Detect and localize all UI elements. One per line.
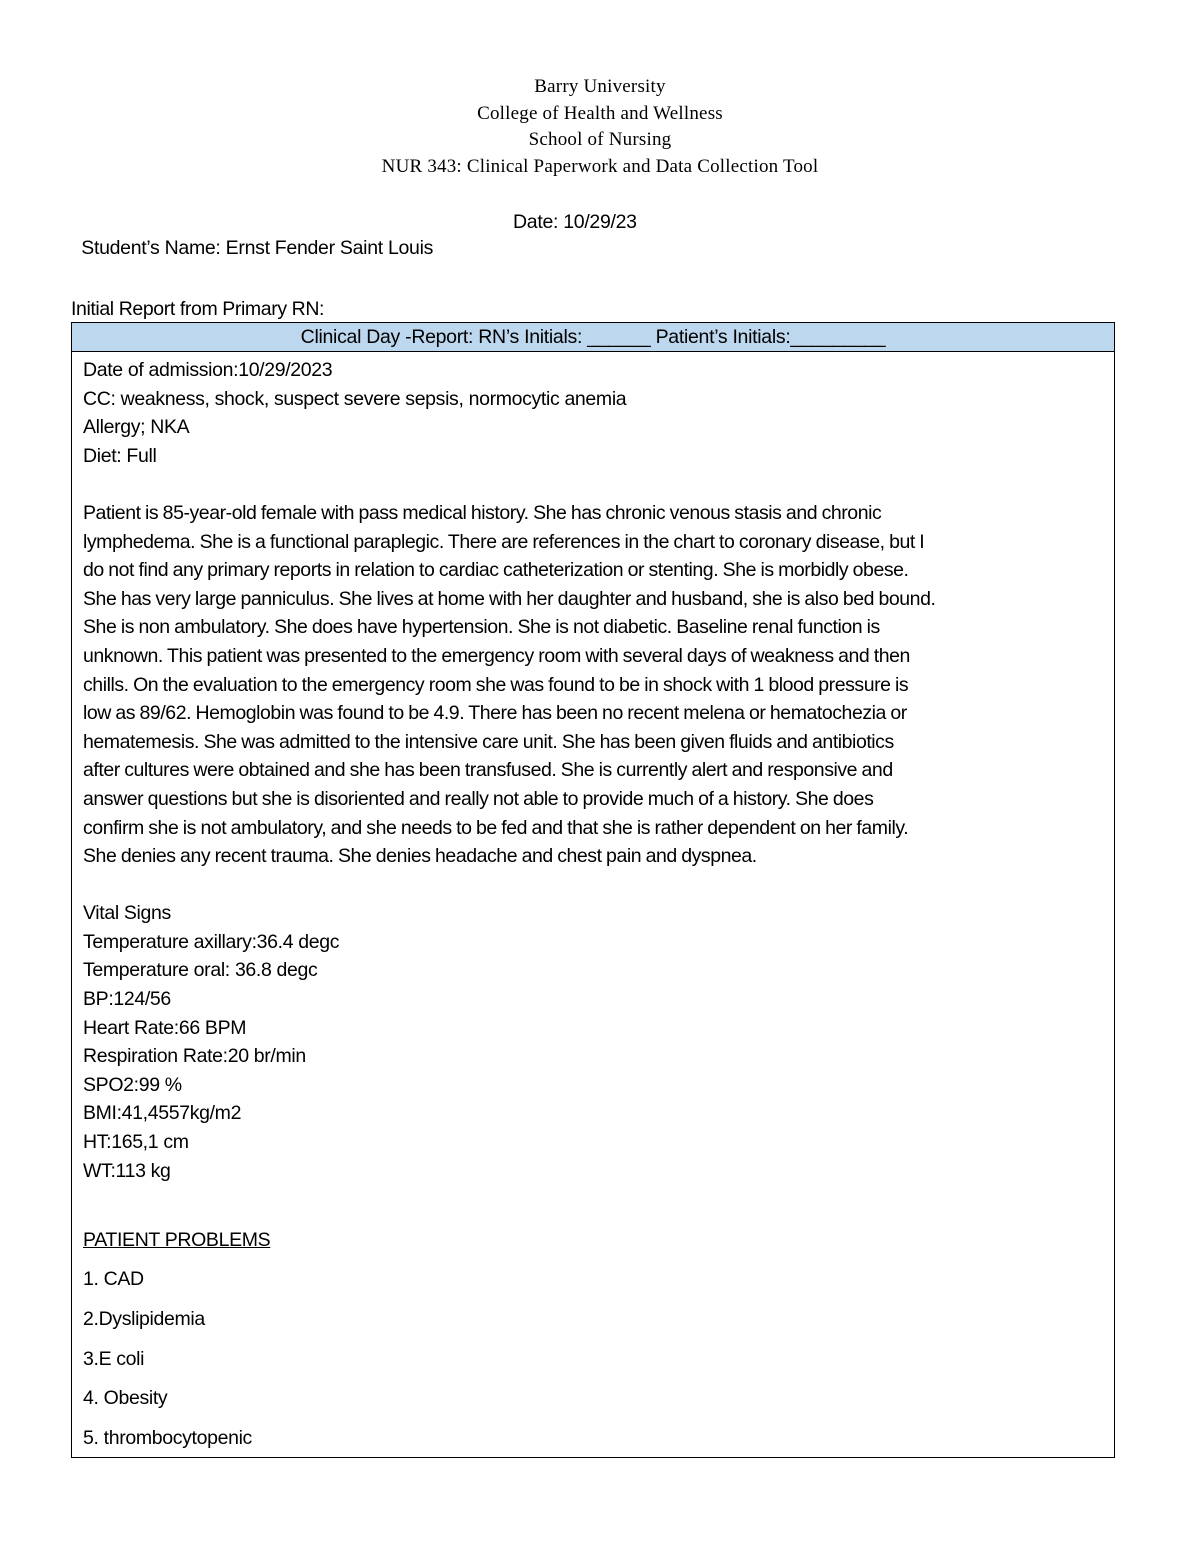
vital-height: HT:165,1 cm	[83, 1131, 189, 1154]
vital-weight: WT:113 kg	[83, 1159, 171, 1182]
problem-item: 1. CAD	[83, 1268, 144, 1291]
patient-problems-title: PATIENT PROBLEMS	[83, 1228, 271, 1251]
narrative-line: unknown. This patient was presented to the emergency room with several days of weakness and then	[83, 644, 910, 667]
clinical-report-header: Clinical Day -Report: RN’s Initials: ______ Patient’s Initials:_________	[72, 323, 1114, 352]
problem-item: 3.E coli	[83, 1347, 145, 1370]
narrative-line: She denies any recent trauma. She denies headache and chest pain and dyspnea.	[83, 845, 757, 868]
document-header	[0, 74, 1200, 180]
narrative-line: She is non ambulatory. She does have hypertension. She is not diabetic. Baseline renal function is	[83, 616, 880, 639]
initial-report-label: Initial Report from Primary RN:	[71, 298, 325, 320]
problem-item: 5. thrombocytopenic	[83, 1426, 252, 1449]
narrative-line: chills. On the evaluation to the emergency room she was found to be in shock with 1 blood pressure is	[83, 673, 909, 696]
course-title: NUR 343: Clinical Paperwork and Data Collection Tool	[381, 155, 819, 177]
student-name: Student’s Name: Ernst Fender Saint Louis	[81, 237, 434, 259]
date-of-admission: Date of admission:10/29/2023	[83, 359, 333, 381]
college-name: College of Health and Wellness	[477, 102, 723, 124]
university-name: Barry University	[534, 76, 666, 97]
clinical-report-body	[72, 352, 1114, 1452]
vital-spo2: SPO2:99 %	[83, 1073, 182, 1096]
narrative-line: do not find any primary reports in relation to cardiac catheterization or stenting. She is morbidly obese.	[83, 559, 909, 582]
chief-complaint: CC: weakness, shock, suspect severe sepsis, normocytic anemia	[83, 387, 627, 410]
vital-temp-axillary: Temperature axillary:36.4 degc	[83, 930, 340, 953]
vital-temp-oral: Temperature oral: 36.8 degc	[83, 959, 318, 982]
student-info-line	[71, 209, 637, 287]
vital-respiration-rate: Respiration Rate:20 br/min	[83, 1045, 306, 1068]
diet: Diet: Full	[83, 444, 157, 467]
narrative-line: low as 89/62. Hemoglobin was found to be 4.9. There has been no recent melena or hematochezia or	[83, 702, 907, 725]
vital-heart-rate: Heart Rate:66 BPM	[83, 1016, 247, 1039]
report-date: Date: 10/29/23	[513, 211, 637, 233]
narrative-line: confirm she is not ambulatory, and she needs to be fed and that she is rather dependent on her family.	[83, 816, 909, 839]
problem-item: 2.Dyslipidemia	[83, 1308, 205, 1330]
vitals-title: Vital Signs	[83, 902, 171, 925]
narrative-line: answer questions but she is disoriented and really not able to provide much of a history. She does	[83, 787, 874, 810]
narrative-line: after cultures were obtained and she has been transfused. She is currently alert and responsive and	[83, 759, 893, 782]
spacer	[83, 470, 1102, 499]
allergy: Allergy; NKA	[83, 416, 190, 439]
vital-bp: BP:124/56	[83, 988, 171, 1011]
narrative-line: She has very large panniculus. She lives at home with her daughter and husband, she is also bed bound.	[83, 587, 936, 610]
narrative-line: lymphedema. She is a functional paraplegic. There are references in the chart to coronary disease, but I	[83, 530, 925, 553]
narrative-line: hematemesis. She was admitted to the intensive care unit. She has been given fluids and antibiotics	[83, 730, 894, 753]
spacer	[83, 871, 1102, 900]
vital-bmi: BMI:41,4557kg/m2	[83, 1102, 242, 1125]
problem-item: 4. Obesity	[83, 1387, 168, 1410]
narrative-line: Patient is 85-year-old female with pass medical history. She has chronic venous stasis and chronic	[83, 501, 882, 524]
spacer	[83, 1185, 1102, 1214]
school-name: School of Nursing	[528, 129, 672, 150]
clinical-report-table	[71, 322, 1115, 1458]
